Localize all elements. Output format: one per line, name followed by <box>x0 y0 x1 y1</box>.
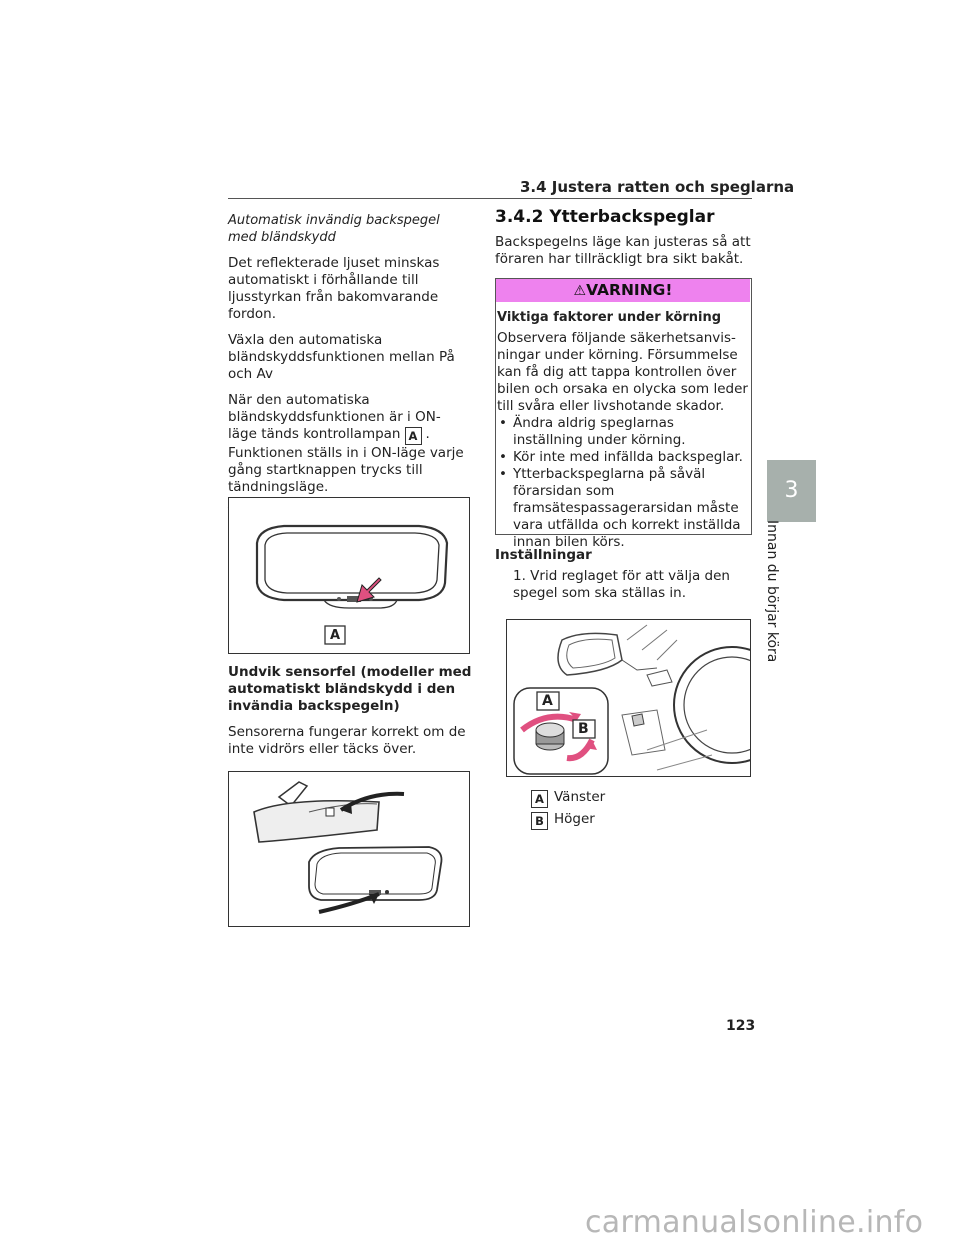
warning-body: Observera följande säkerhetsanvis-ningar under körning. Försummelse kan få dig att tappa kontrollen över bilen och orsaka en olycka som leder till svåra eller livshotande skador. <box>497 330 748 414</box>
warning-bullet: • Ytterbackspeglarna på såväl förarsidan som framsätespassagerarsidan måste vara utfällda och korrekt inställda innan bilen körs. <box>497 466 748 551</box>
subtitle: Automatisk invändig backspegel med bländskydd <box>228 213 440 245</box>
chapter-tab-text <box>760 520 782 663</box>
mirror-figure <box>228 497 470 654</box>
settings-section <box>495 547 755 602</box>
paragraph-1: Det reflekterade ljuset minskas automatiskt i förhållande till ljusstyrkan från bakomvarande fordon. <box>228 255 440 322</box>
paragraph-3-text-a: När den automatiska bländskyddsfunktionen är i ON-läge tänds kontrollampan <box>228 392 441 442</box>
chapter-number: 3 <box>784 478 799 503</box>
chapter-tab-label: Innan du börjar köra <box>764 520 780 663</box>
section-heading: 3.4.2 Ytterbackspeglar <box>495 207 715 227</box>
legend-text-left: Vänster <box>554 789 606 805</box>
warning-subheading: Viktiga faktorer under körning <box>497 310 722 325</box>
header-rule <box>228 198 752 199</box>
paragraph-2: Växla den automatiska bländskyddsfunktionen mellan På och Av <box>228 332 455 382</box>
paragraph-3 <box>228 392 468 496</box>
figure-label-a: A <box>542 693 553 709</box>
warning-bullet: • Ändra aldrig speglarnas inställning under körning. <box>497 415 748 449</box>
warning-bullet: • Kör inte med infällda backspeglar. <box>497 449 748 466</box>
indicator-key-a: A <box>405 427 422 445</box>
legend-key-a: A <box>531 790 548 808</box>
warning-icon: ⚠ <box>573 283 587 299</box>
warning-title-text: VARNING! <box>586 281 673 299</box>
warning-content <box>497 309 748 551</box>
legend-left <box>531 786 605 808</box>
left-column-lower <box>228 664 473 758</box>
settings-heading: Inställningar <box>495 547 592 563</box>
sensor-paragraph: Sensorerna fungerar korrekt om de inte vidrörs eller täcks över. <box>228 724 466 757</box>
mirror-illustration <box>229 498 469 653</box>
legend-key-b: B <box>531 812 548 830</box>
right-column-top <box>495 207 755 268</box>
step-1: 1. Vrid reglaget för att välja den spegel som ska ställas in. <box>513 568 730 601</box>
mirror-control-figure <box>506 619 751 777</box>
sensor-figure <box>228 771 470 927</box>
paragraph-3-text-b: . Funktionen ställs in i ON-läge varje gång startknappen trycks till tändningsläge. <box>228 426 464 495</box>
watermark: carmanualsonline.info <box>585 1205 924 1240</box>
section-title: 3.4 Justera ratten och speglarna <box>520 178 795 196</box>
sensor-illustration <box>229 772 469 926</box>
warning-title <box>496 281 750 299</box>
legend-text-right: Höger <box>554 811 595 827</box>
intro-paragraph: Backspegelns läge kan justeras så att föraren har tillräckligt bra sikt bakåt. <box>495 234 751 267</box>
figure-label-a: A <box>330 628 341 643</box>
warning-bullets <box>497 415 748 551</box>
page-number: 123 <box>726 1018 756 1034</box>
figure-label-b: B <box>578 721 589 737</box>
legend-right <box>531 808 595 830</box>
sensor-heading: Undvik sensorfel (modeller med automatiskt bländskydd i den invändia backspegeln) <box>228 664 472 714</box>
